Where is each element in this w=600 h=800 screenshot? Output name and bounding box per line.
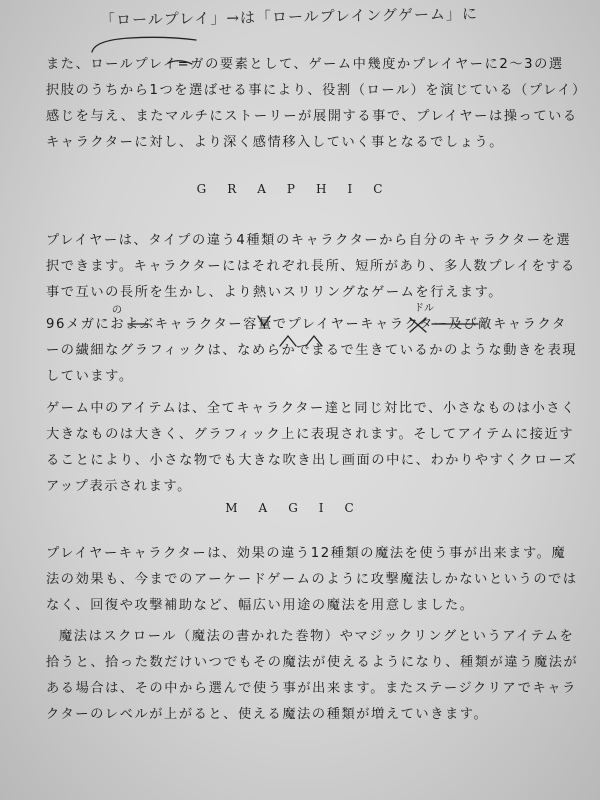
text-line: 96メガにおよぶキャラクター容量でプレイヤーキャラクター及び敵キャラクタ: [46, 317, 567, 332]
text-line: プレイヤーは、タイプの違う4種類のキャラクターから自分のキャラクターを選: [46, 233, 572, 248]
text-line: また、ロールプレイ=ガの要素として、ゲーム中幾度かプレイヤーに2〜3の選: [46, 57, 564, 72]
paragraph-characters: [46, 228, 576, 306]
handwritten-note: 「ロールプレイ」→は「ロールプレイングゲーム」に: [99, 4, 479, 30]
paragraph-magic-items: [46, 624, 579, 728]
annotation-tsuru: ドル: [414, 303, 434, 314]
text-line: キャラクターに対し、より深く感情移入していく事となるでしょう。: [46, 135, 505, 150]
section-heading-magic: MAGIC: [225, 501, 375, 515]
text-line: 拾うと、拾った数だけいつでもその魔法が使えるようになり、種類が違う魔法が: [46, 655, 579, 670]
paragraph-graphics-capacity: [46, 312, 578, 390]
text-line: クターのレベルが上がると、使える魔法の種類が増えていきます。: [46, 707, 489, 722]
section-heading-graphic: GRAPHIC: [196, 182, 404, 196]
text-line: プレイヤーキャラクターは、効果の違う12種類の魔法を使う事が出来ます。魔: [46, 546, 567, 561]
paragraph-items: [46, 396, 578, 500]
text-line: 択できます。キャラクターにはそれぞれ長所、短所があり、多人数プレイをする: [46, 259, 576, 274]
text-line: なく、回復や攻撃補助など、幅広い用途の魔法を用意しました。: [46, 598, 475, 613]
text-line: 感じを与え、またマルチにストーリーが展開する事で、プレイヤーは操っている: [46, 109, 578, 124]
text-line: 法の効果も、今までのアーケードゲームのように攻撃魔法しかないというのでは: [46, 572, 578, 587]
text-line: 大きなものは大きく、グラフィック上に表現されます。そしてアイテムに接近す: [46, 427, 575, 442]
text-line: 択肢のうちから1つを選ばせる事により、役割（ロール）を演じている（プレイ）: [46, 83, 587, 98]
text-line: 事で互いの長所を生かし、より熱いスリリングなゲームを行えます。: [46, 285, 504, 300]
text-line: しています。: [46, 369, 134, 384]
paragraph-roleplay: [46, 52, 587, 156]
paragraph-magic-types: [46, 541, 578, 619]
text-line: 魔法はスクロール（魔法の書かれた巻物）やマジックリングというアイテムを: [59, 629, 575, 644]
text-line: ーの繊細なグラフィックは、なめらかでまるで生きているかのような動きを表現: [46, 343, 578, 358]
text-line: ることにより、小さな物でも大きな吹き出し画面の中に、わかりやすくクローズ: [46, 453, 578, 468]
text-line: ある場合は、その中から選んで使う事が出来ます。またステージクリアでキャラ: [46, 681, 577, 696]
annotation-no: の: [112, 305, 122, 316]
text-line: アップ表示されます。: [46, 479, 192, 494]
bracket-mark: [92, 37, 196, 52]
text-line: ゲーム中のアイテムは、全てキャラクター達と同じ対比で、小さなものは小さく: [46, 401, 576, 416]
